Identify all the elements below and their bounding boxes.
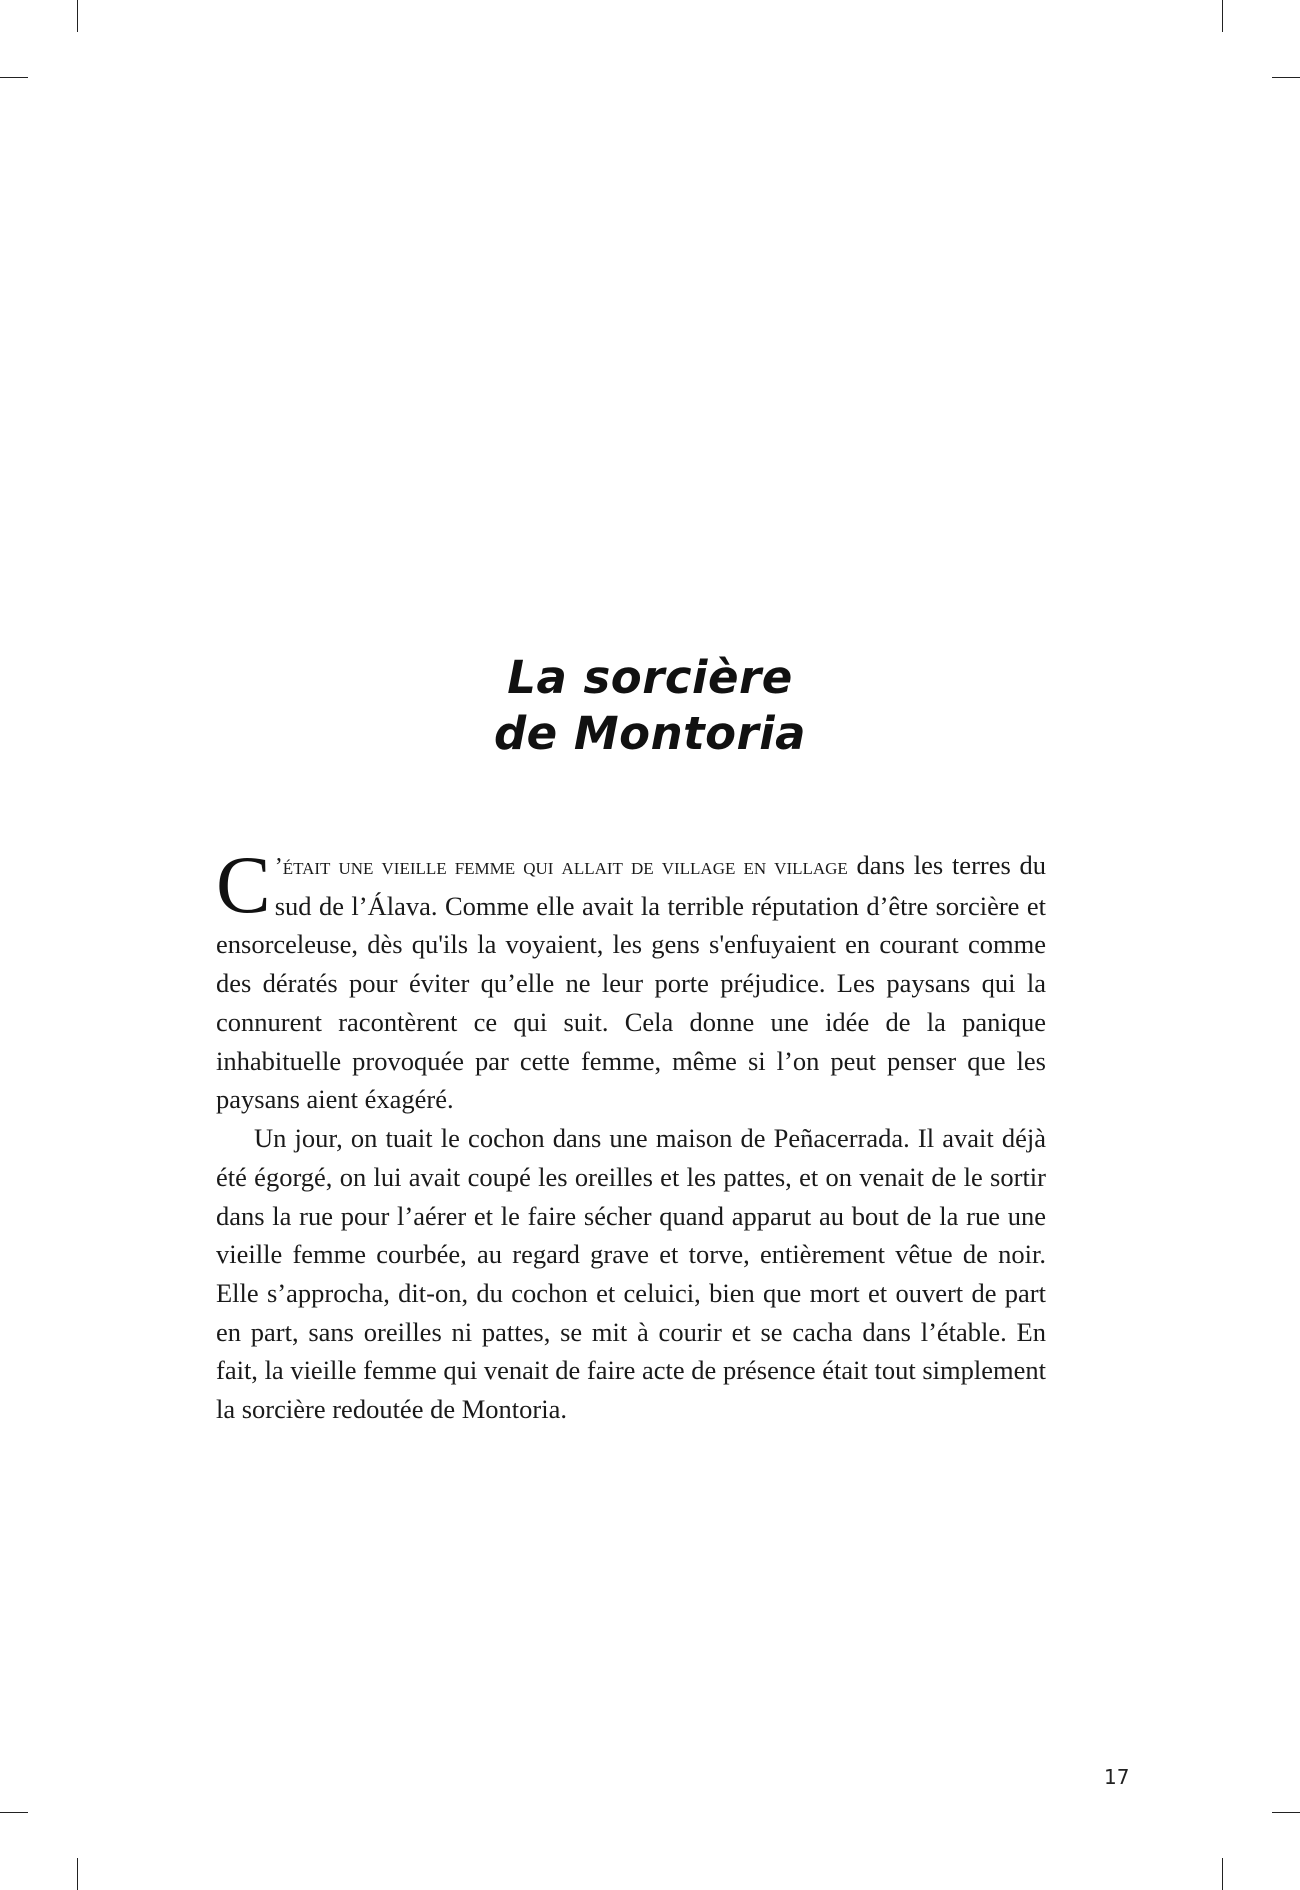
crop-mark-right-top [1272, 77, 1300, 78]
crop-mark-left-bottom [0, 1812, 28, 1813]
crop-mark-left-top [0, 77, 28, 78]
paragraph-1-text: dans les terres du sud de l’Álava. Comme elle avait la terrible réputation d’être sorcière et ensorceleuse, dès qu'ils la voyaient, les gens s'enfuyaient en courant comme des dératés pour éviter qu’elle ne leur porte préjudice. Les paysans qui la connurent racontèrent ce qui suit. Cela donne une idée de la panique inhabituelle provoquée par cette femme, même si l’on peut penser que les paysans aient éxagéré. [216, 850, 1046, 1115]
drop-cap: C [216, 839, 271, 930]
crop-mark-bottom-left [77, 1858, 78, 1890]
paragraph-1 [216, 839, 1046, 1119]
paragraph-2: Un jour, on tuait le cochon dans une maison de Peñacerrada. Il avait déjà été égorgé, on lui avait coupé les oreilles et les pattes, et on venait de le sortir dans la rue pour l’aérer et le faire sécher quand apparut au bout de la rue une vieille femme courbée, au regard grave et torve, entièrement vêtue de noir. Elle s’approcha, dit-on, du cochon et celuici, bien que mort et ouvert de part en part, sans oreilles ni pattes, se mit à courir et se cacha dans l’étable. En fait, la vieille femme qui venait de faire acte de présence était tout simplement la sorcière redoutée de Montoria. [216, 1123, 1046, 1425]
crop-mark-right-bottom [1272, 1812, 1300, 1813]
chapter-title-line-1: La sorcière [507, 651, 793, 704]
chapter-title [0, 650, 1300, 762]
body-text [216, 839, 1046, 1429]
crop-mark-bottom-right [1222, 1858, 1223, 1890]
chapter-title-line-2: de Montoria [493, 707, 807, 760]
page-number: 17 [1104, 1765, 1130, 1789]
opening-small-caps: ’était une vieille femme qui allait de village en village [274, 854, 848, 880]
crop-mark-top-right [1222, 0, 1223, 32]
crop-mark-top-left [77, 0, 78, 32]
